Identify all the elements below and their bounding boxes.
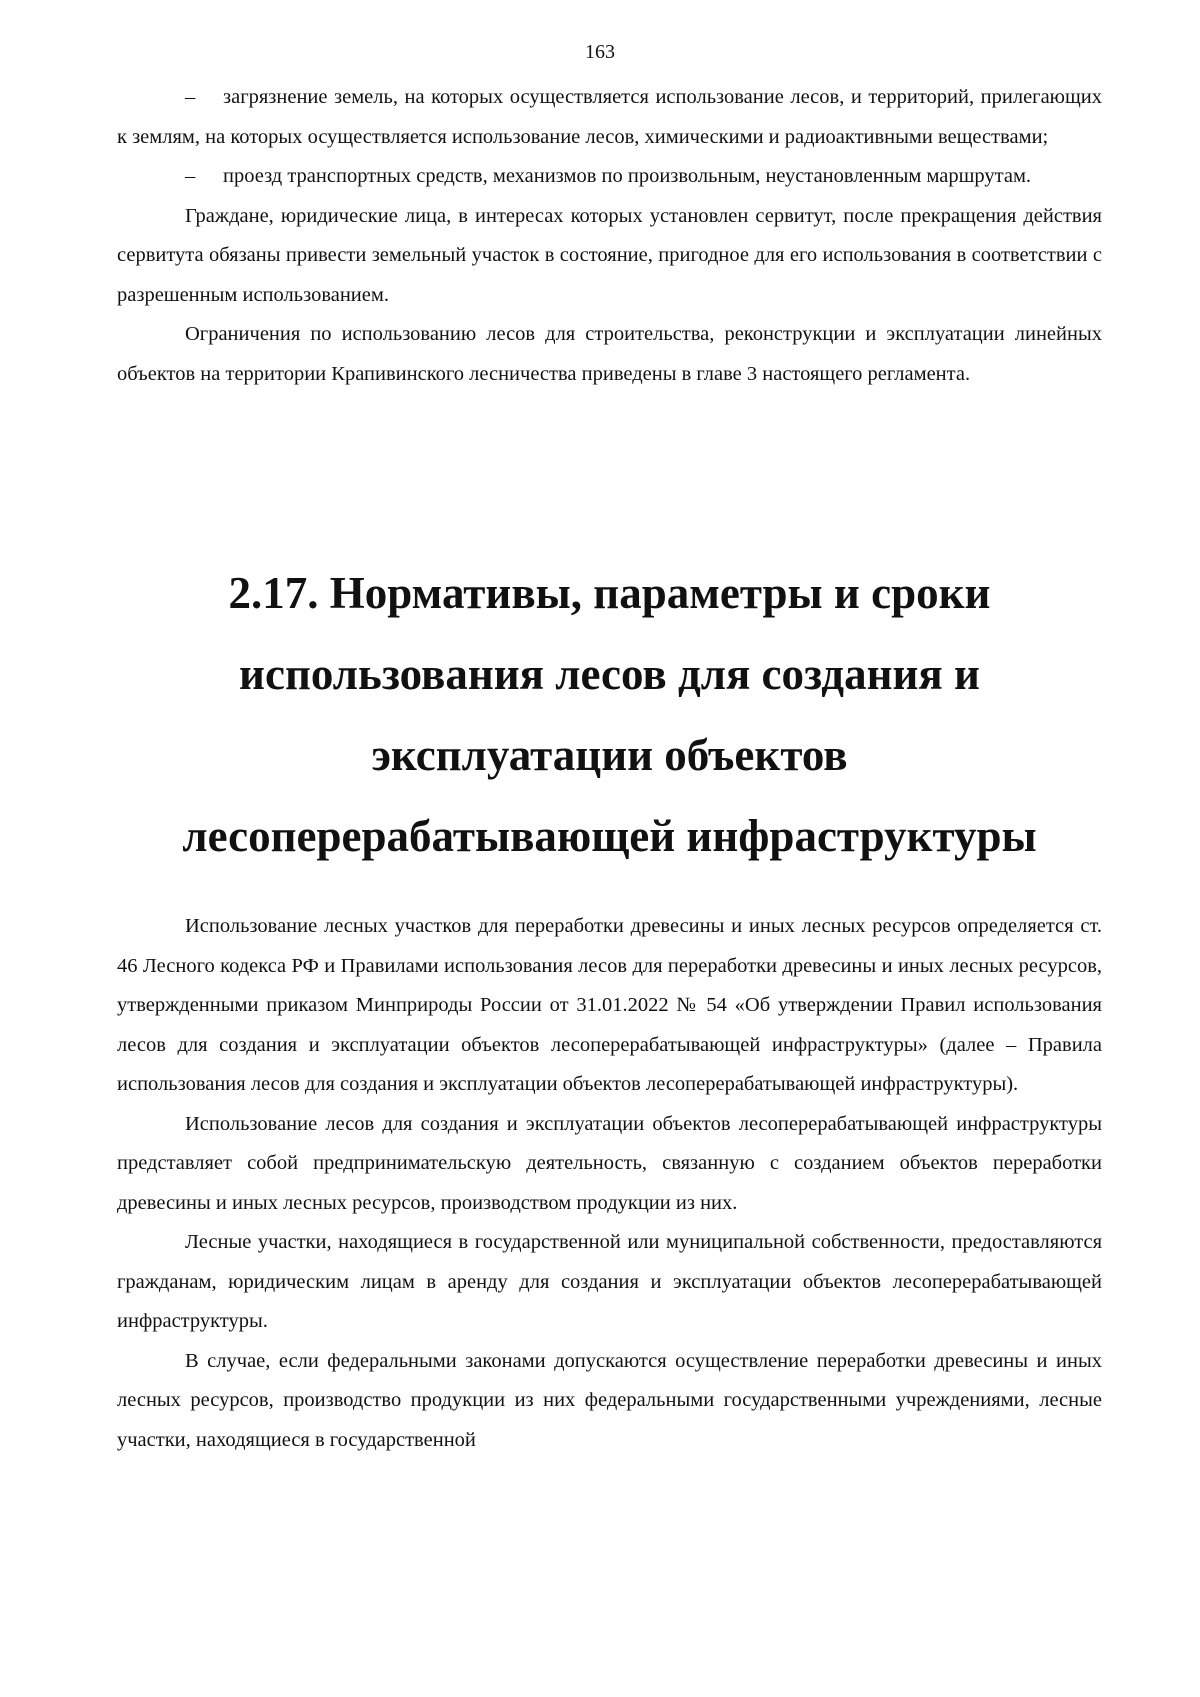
paragraph: Лесные участки, находящиеся в государственной или муниципальной собственности, предоставляются гражданам, юридическим лицам в аренду для создания и эксплуатации объектов лесоперерабатывающей инфраструктуры.: [117, 1231, 1102, 1332]
bottom-text-block: [117, 907, 1102, 1460]
top-text-block: [117, 78, 1102, 394]
dash-marker: –: [185, 86, 196, 108]
paragraph: Ограничения по использованию лесов для строительства, реконструкции и эксплуатации линейных объектов на территории Крапивинского лесничества приведены в главе 3 настоящего регламента.: [117, 323, 1102, 385]
dash-list-item: [117, 157, 1102, 197]
dash-item-text: проезд транспортных средств, механизмов по произвольным, неустановленным маршрутам.: [223, 165, 1032, 187]
heading-line: эксплуатации объектов: [371, 730, 848, 780]
paragraph: Использование лесов для создания и эксплуатации объектов лесоперерабатывающей инфраструктуры представляет собой предпринимательскую деятельность, связанную с созданием объектов переработки древесины и иных лесных ресурсов, производством продукции из них.: [117, 1112, 1102, 1214]
paragraph: В случае, если федеральными законами допускаются осуществление переработки древесины и иных лесных ресурсов, производство продукции из них федеральными государственными учреждениями, лесные участки, находящиеся в государственной: [117, 1349, 1102, 1451]
dash-marker: –: [185, 165, 196, 187]
page-number: 163: [585, 41, 615, 63]
paragraph: Граждане, юридические лица, в интересах которых установлен сервитут, после прекращения действия сервитута обязаны привести земельный участок в состояние, пригодное для его использования в соответствии с разрешенным использованием.: [117, 204, 1102, 306]
heading-line: лесоперерабатывающей инфраструктуры: [182, 811, 1037, 861]
heading-line: использования лесов для создания и: [239, 649, 980, 699]
section-heading: [117, 553, 1102, 877]
paragraph: Использование лесных участков для переработки древесины и иных лесных ресурсов определяется ст. 46 Лесного кодекса РФ и Правилами использования лесов для переработки древесины и иных лесных ресурсов, утвержденными приказом Минприроды России от 31.01.2022 № 54 «Об утверждении Правил использования лесов для создания и эксплуатации объектов лесоперерабатывающей инфраструктуры» (далее – Правила использования лесов для создания и эксплуатации объектов лесоперерабатывающей инфраструктуры).: [117, 915, 1102, 1095]
heading-line: 2.17. Нормативы, параметры и сроки: [228, 568, 991, 618]
dash-item-text: загрязнение земель, на которых осуществляется использование лесов, и территорий, прилегающих к землям, на которых осуществляется использование лесов, химическими и радиоактивными веществами;: [117, 86, 1102, 148]
dash-list-item: [117, 78, 1102, 157]
